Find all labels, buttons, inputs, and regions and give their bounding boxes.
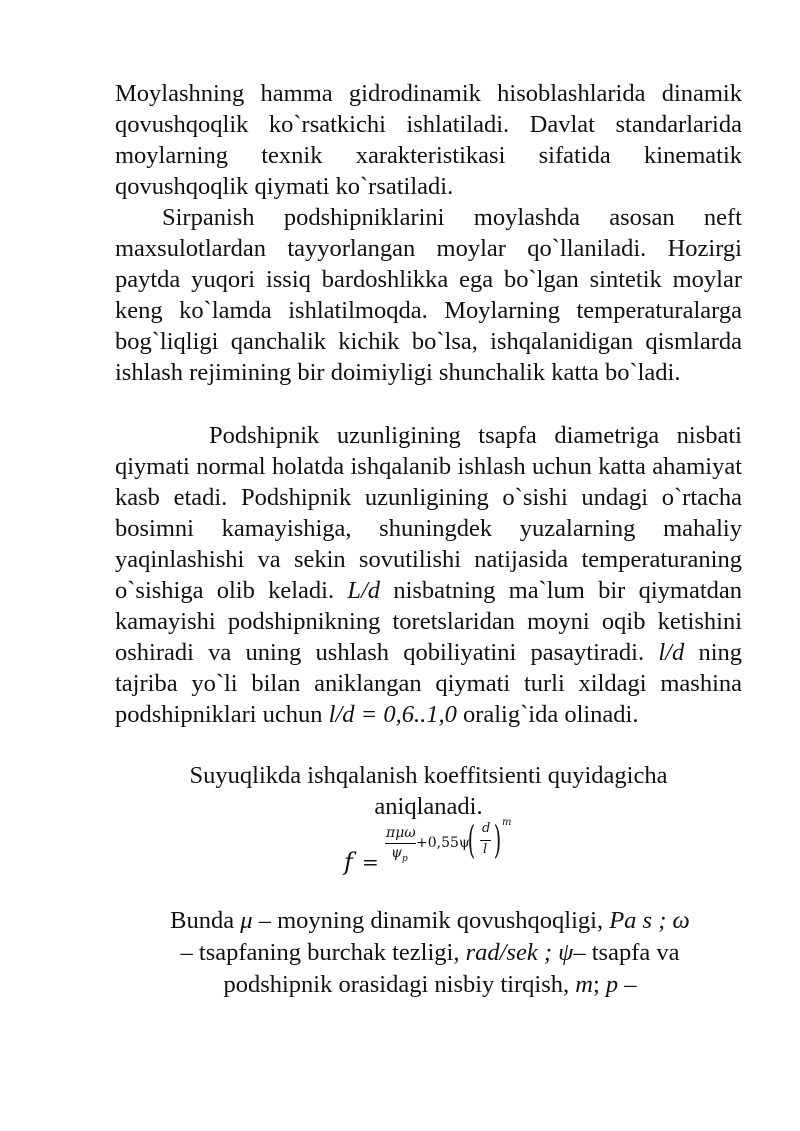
inner-numerator: d	[482, 821, 491, 836]
omega-symbol: ω	[672, 907, 690, 934]
text-segment: – moyning dinamik qovushqoqligi,	[258, 907, 604, 934]
paragraph-friction-coefficient	[115, 760, 742, 822]
formula-exponent: m	[502, 817, 512, 828]
text-segment: –	[624, 971, 637, 998]
text-segment: nisbatning ma`lum bir qiymatdan kamayishi podshipnikning toretslaridan moyni oqib ketishini oshiradi va uning ushlash qobiliyatini pasaytiradi.	[115, 577, 743, 666]
formula-plus-term: +0,55ψ	[416, 835, 470, 851]
line: aniqlanadi.	[374, 793, 483, 820]
paragraph-symbols	[110, 905, 750, 1001]
inner-fraction-bar	[480, 840, 491, 841]
text-segment: Podshipnik uzunligining tsapfa diametriga nisbati qiymati normal holatda ishqalanib ishlash uchun katta ahamiyat kasb etadi. Podshipnik uzunligining o`sishi undagi o`rtacha bosimni kamayishiga, shuningdek yuzalarning mahaliy yaqinlashishi va sekin sovutilishi natijasida temperaturaning o`sishiga olib keladi.	[115, 422, 742, 604]
right-paren: )	[493, 818, 502, 862]
unit: m	[575, 971, 593, 998]
line	[110, 937, 750, 969]
denominator-subscript: p	[401, 853, 408, 864]
ratio-range: l/d = 0,6..1,0	[328, 701, 457, 728]
friction-formula	[340, 815, 540, 875]
paragraph-viscosity: Moylashning hamma gidrodinamik hisoblashlarida dinamik qovushqoqlik ko`rsatkichi ishlatiladi. Davlat standarlarida moylarning texnik xarakteristikasi sifatida kinematik qovushqoqlik qiymati ko`rsatiladi.	[115, 80, 742, 200]
formula-numerator: πμω	[386, 825, 416, 841]
p-symbol: p	[605, 971, 619, 998]
line	[110, 969, 750, 1001]
formula-lhs: f	[344, 848, 353, 876]
text-segment: – tsapfaning burchak tezligi,	[180, 939, 460, 966]
text-segment: ;	[592, 971, 600, 998]
unit: Pa s ;	[609, 907, 667, 934]
ratio-symbol: l/d	[658, 639, 685, 666]
denominator-symbol: ψ	[391, 845, 402, 861]
text-segment: – tsapfa va	[573, 939, 680, 966]
unit: rad/sek ;	[465, 939, 553, 966]
text-segment: Bunda	[170, 907, 235, 934]
line	[110, 905, 750, 937]
formula-denominator	[391, 845, 408, 864]
paragraph-bearing-length	[115, 420, 742, 730]
mu-symbol: μ	[240, 907, 253, 934]
psi-symbol: ψ	[558, 939, 574, 966]
left-paren: (	[467, 818, 476, 862]
text-segment: podshipnik orasidagi nisbiy tirqish,	[223, 971, 570, 998]
fraction-bar	[385, 843, 416, 844]
inner-denominator: l	[483, 842, 488, 857]
text-segment: oralig`ida olinadi.	[462, 701, 639, 728]
text-segment: ning tajriba yo`li bilan aniklangan qiymati turli xildagi mashina podshipniklari uchun	[115, 639, 742, 728]
formula-equals: =	[362, 850, 379, 874]
line: Suyuqlikda ishqalanish koeffitsienti quyidagicha	[189, 762, 668, 789]
paragraph-lubrication: Sirpanish podshipniklarini moylashda asosan neft maxsulotlardan tayyorlangan moylar qo`llaniladi. Hozirgi paytda yuqori issiq bardoshlikka ega bo`lgan sintetik moylar keng ko`lamda ishlatilmoqda. Moylarning temperaturalarga bog`liqligi qanchalik kichik bo`lsa, ishqalanidigan qismlarda ishlash rejimining bir doimiyligi shunchalik katta bo`ladi.	[115, 204, 742, 386]
ratio-symbol: L/d	[347, 577, 381, 604]
